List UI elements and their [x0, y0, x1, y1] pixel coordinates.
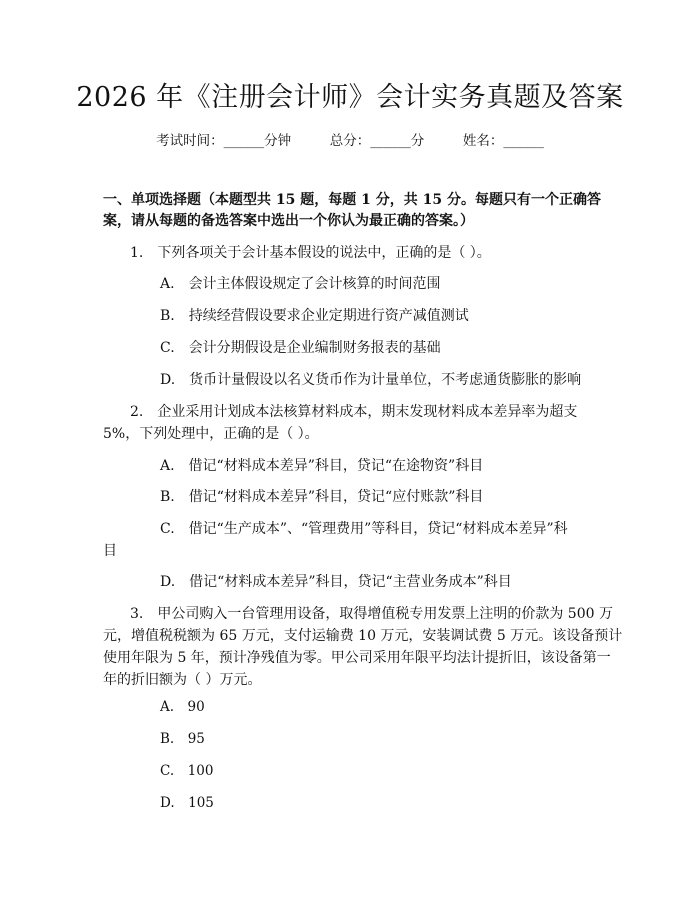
question-2-option-c-wrap: 目: [103, 543, 117, 559]
question-3-stem-line-2: 元，增值税税额为 65 万元，支付运输费 10 万元，安装调试费 5 万元。该设备预计: [103, 628, 623, 644]
question-2-stem-line-1: 2. 企业采用计划成本法核算材料成本，期末发现材料成本差异率为超支: [130, 404, 578, 420]
question-3-option-a: A. 90: [160, 699, 205, 715]
exam-info-line: [0, 131, 700, 151]
exam-time-field: 考试时间：______分钟: [156, 133, 292, 149]
question-3-stem-line-3: 使用年限为 5 年，预计净残值为零。甲公司采用年限平均法计提折旧，该设备第一: [103, 650, 611, 666]
question-2-option-a: A. 借记“材料成本差异”科目，贷记“在途物资”科目: [160, 458, 484, 474]
section-heading-line-1: 一、单项选择题（本题型共 15 题，每题 1 分，共 15 分。每题只有一个正确答: [103, 192, 601, 208]
name-field: 姓名：______: [462, 133, 544, 149]
question-1-option-d: D. 货币计量假设以名义货币作为计量单位，不考虑通货膨胀的影响: [160, 372, 582, 388]
question-1-stem: 1. 下列各项关于会计基本假设的说法中，正确的是（ ）。: [130, 245, 491, 261]
question-2-stem-line-2: 5%，下列处理中，正确的是（ ）。: [103, 426, 319, 442]
question-3-option-b: B. 95: [160, 731, 205, 747]
question-2-option-c: C. 借记“生产成本”、“管理费用”等科目，贷记“材料成本差异”科: [160, 521, 568, 537]
question-1-option-b: B. 持续经营假设要求企业定期进行资产减值测试: [160, 308, 469, 324]
question-2-option-d: D. 借记“材料成本差异”科目，贷记“主营业务成本”科目: [160, 574, 512, 590]
question-3-option-d: D. 105: [160, 795, 214, 811]
total-score-field: 总分：______分: [329, 133, 425, 149]
question-3-stem-line-1: 3. 甲公司购入一台管理用设备，取得增值税专用发票上注明的价款为 500 万: [130, 606, 613, 622]
question-2-option-b: B. 借记“材料成本差异”科目，贷记“应付账款”科目: [160, 489, 484, 505]
question-3-option-c: C. 100: [160, 763, 214, 779]
section-heading-line-2: 案，请从每题的备选答案中选出一个你认为最正确的答案。）: [103, 213, 474, 229]
question-1-option-a: A. 会计主体假设规定了会计核算的时间范围: [160, 276, 441, 292]
question-3-stem-line-4: 年的折旧额为（ ）万元。: [103, 672, 262, 688]
question-1-option-c: C. 会计分期假设是企业编制财务报表的基础: [160, 340, 441, 356]
document-title: 2026 年《注册会计师》会计实务真题及答案: [76, 82, 624, 113]
